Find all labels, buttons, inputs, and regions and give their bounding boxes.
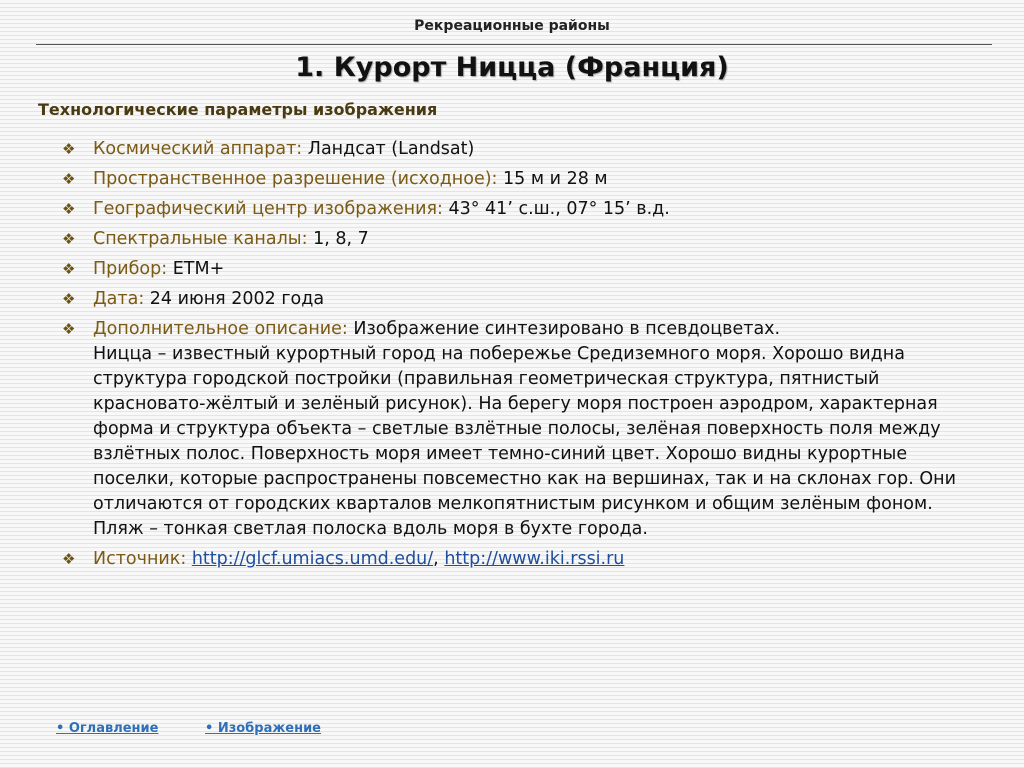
slide-title: 1. Курорт Ницца (Франция) <box>295 52 729 83</box>
param-value: 24 июня 2002 года <box>149 289 325 309</box>
section-heading: Технологические параметры изображения <box>38 100 438 119</box>
source-separator: , <box>433 549 439 569</box>
source-link-glcf[interactable]: http://glcf.umiacs.umd.edu/ <box>191 549 434 569</box>
param-channels <box>62 227 982 252</box>
footer-nav <box>56 721 363 736</box>
param-label: Космический аппарат: <box>93 139 303 159</box>
four-diamond-bullet-icon: ❖ <box>62 170 76 188</box>
param-label: Дата: <box>93 289 145 309</box>
param-source <box>62 547 982 572</box>
nav-image-link[interactable]: • Изображение <box>204 721 322 736</box>
param-label: Спектральные каналы: <box>93 229 308 249</box>
nav-contents-link[interactable]: • Оглавление <box>56 721 159 736</box>
header-divider <box>36 44 992 45</box>
four-diamond-bullet-icon: ❖ <box>62 320 76 338</box>
param-value: 43° 41’ с.ш., 07° 15’ в.д. <box>448 199 670 219</box>
param-value: ETM+ <box>172 259 225 279</box>
param-label: Прибор: <box>93 259 168 279</box>
four-diamond-bullet-icon: ❖ <box>62 200 76 218</box>
source-link-iki[interactable]: http://www.iki.rssi.ru <box>444 549 625 569</box>
param-description <box>62 317 982 542</box>
param-label: Дополнительное описание: <box>93 319 348 339</box>
param-value: 15 м и 28 м <box>503 169 608 189</box>
param-label: Географический центр изображения: <box>93 199 443 219</box>
param-value: 1, 8, 7 <box>313 229 369 249</box>
description-text: Ницца – известный курортный город на побережье Средиземного моря. Хорошо видна структура городской постройки (правильная геометрическая структура, пятнистый красновато-жёлтый и зелёный рисунок). На берегу моря построен аэродром, характерная форма и структура объекта – светлые взлётные полосы, зелёная поверхность поля между взлётных полос. Поверхность моря имеет темно-синий цвет. Хорошо видны курортные поселки, которые распространены повсеместно как на вершинах, так и на склонах гор. Они отличаются от городских кварталов мелкопятнистым рисунком и общим зелёным фоном. Пляж – тонкая светлая полоска вдоль моря в бухте города. <box>93 344 956 539</box>
param-instrument <box>62 257 982 282</box>
param-value: Изображение синтезировано в псевдоцветах. <box>353 319 781 339</box>
param-resolution <box>62 167 982 192</box>
four-diamond-bullet-icon: ❖ <box>62 260 76 278</box>
param-value: Ландсат (Landsat) <box>307 139 475 159</box>
param-center <box>62 197 982 222</box>
four-diamond-bullet-icon: ❖ <box>62 290 76 308</box>
param-satellite <box>62 137 982 162</box>
params-list <box>62 137 982 577</box>
param-date <box>62 287 982 312</box>
param-label: Источник: <box>93 549 187 569</box>
header-title: Рекреационные районы <box>414 18 610 34</box>
param-label: Пространственное разрешение (исходное): <box>93 169 498 189</box>
four-diamond-bullet-icon: ❖ <box>62 230 76 248</box>
four-diamond-bullet-icon: ❖ <box>62 140 76 158</box>
four-diamond-bullet-icon: ❖ <box>62 550 76 568</box>
